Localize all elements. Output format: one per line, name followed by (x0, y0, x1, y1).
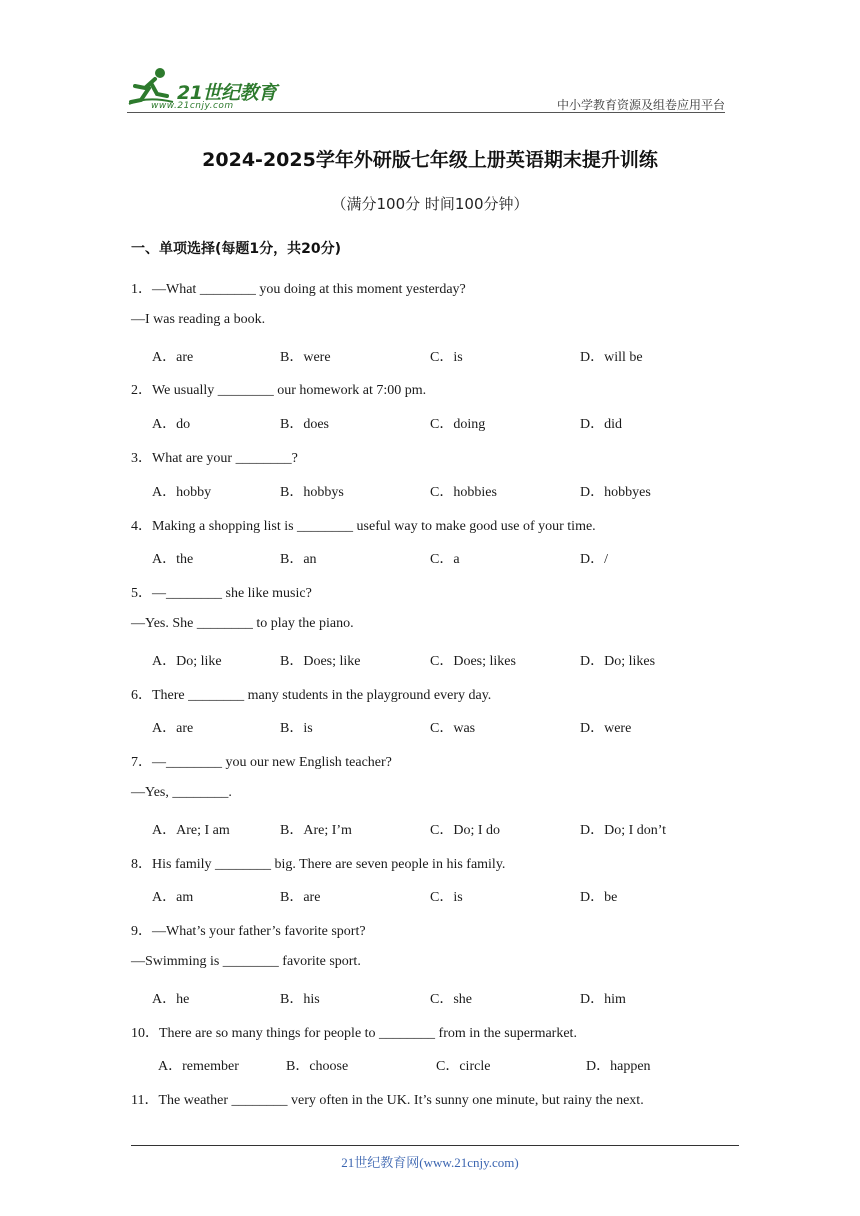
question-response: —Swimming is ________ favorite sport. (131, 954, 361, 969)
option-c: C．she (430, 991, 472, 1007)
question-stem: 7．—________ you our new English teacher? (131, 755, 392, 771)
option-d: D．/ (580, 552, 608, 568)
question-stem: 2．We usually ________ our homework at 7:00 pm. (131, 383, 427, 399)
question-stem: 5．—________ she like music? (131, 586, 312, 602)
options-row (152, 346, 752, 366)
options-row (152, 413, 752, 433)
page-subtitle: （满分100分 时间100分钟） (331, 195, 529, 213)
option-a: A．are (152, 721, 194, 737)
option-b: B．is (280, 721, 313, 737)
options-row (152, 650, 752, 670)
question-stem: 4．Making a shopping list is ________ useful way to make good use of your time. (131, 518, 596, 534)
option-b: B．Does; like (280, 653, 361, 669)
option-d: D．did (580, 417, 622, 433)
logo-text: 21世纪教育 (177, 82, 277, 104)
platform-tagline: 中小学教育资源及组卷应用平台 (556, 98, 725, 112)
option-d: D．be (580, 890, 618, 906)
option-d: D．him (580, 991, 626, 1007)
option-b: B．Are; I’m (280, 822, 352, 838)
option-b: B．hobbys (280, 484, 344, 500)
question-stem: 10．There are so many things for people to ________ from in the supermarket. (131, 1025, 577, 1041)
site-logo (127, 66, 297, 114)
option-c: C．Does; likes (430, 653, 516, 669)
option-c: C．doing (430, 417, 486, 433)
option-a: A．remember (158, 1059, 239, 1075)
question-stem: 1．—What ________ you doing at this moment yesterday? (131, 282, 466, 297)
question-stem: 9．—What’s your father’s favorite sport? (131, 924, 366, 940)
option-c: C．is (430, 890, 463, 906)
question-stem: 11．The weather ________ very often in the UK. It’s sunny one minute, but rainy the next. (131, 1093, 644, 1109)
option-a: A．Are; I am (152, 822, 230, 838)
option-b: B．were (280, 349, 331, 365)
option-a: A．he (152, 991, 190, 1007)
option-a: A．hobby (152, 484, 212, 500)
option-b: B．his (280, 991, 320, 1007)
option-d: D．will be (580, 349, 643, 365)
option-d: D．hobbyes (580, 484, 651, 500)
page-header (127, 66, 725, 114)
option-c: C．Do; I do (430, 822, 500, 838)
option-c: C．is (430, 349, 463, 365)
page-title: 2024-2025学年外研版七年级上册英语期末提升训练 (202, 149, 658, 171)
options-row (158, 1055, 758, 1075)
question-response: —I was reading a book. (131, 311, 266, 327)
option-a: A．Do; like (152, 653, 222, 669)
options-row (152, 819, 752, 839)
section-heading: 一、单项选择(每题1分，共20分) (131, 241, 342, 257)
option-c: C．circle (436, 1059, 491, 1075)
option-b: B．choose (286, 1059, 349, 1075)
option-a: A．the (152, 552, 194, 568)
logo-url: www.21cnjy.com (151, 101, 234, 111)
option-d: D．happen (586, 1059, 651, 1075)
option-d: D．Do; likes (580, 653, 656, 669)
options-row (152, 548, 752, 568)
options-row (152, 988, 752, 1008)
question-stem: 8．His family ________ big. There are seven people in his family. (131, 856, 506, 872)
option-b: B．are (280, 890, 321, 906)
option-d: D．Do; I don’t (580, 822, 667, 838)
options-row (152, 717, 752, 737)
option-a: A．are (152, 349, 194, 365)
option-c: C．was (430, 721, 476, 737)
question-response: —Yes. She ________ to play the piano. (131, 616, 354, 631)
question-stem: 6．There ________ many students in the playground every day. (131, 687, 492, 703)
options-row (152, 481, 752, 501)
page-footer: 21世纪教育网(www.21cnjy.com) (341, 1155, 519, 1170)
header-divider (127, 112, 725, 113)
option-b: B．does (280, 417, 329, 433)
option-a: A．do (152, 417, 191, 433)
runner-logo-icon (127, 66, 177, 106)
option-c: C．hobbies (430, 484, 497, 500)
question-response: —Yes, ________. (131, 785, 232, 800)
footer-divider (131, 1145, 739, 1146)
option-c: C．a (430, 552, 460, 568)
option-a: A．am (152, 890, 194, 906)
question-stem: 3．What are your ________? (131, 451, 298, 466)
options-row (152, 886, 752, 906)
option-b: B．an (280, 552, 317, 568)
option-d: D．were (580, 721, 632, 737)
